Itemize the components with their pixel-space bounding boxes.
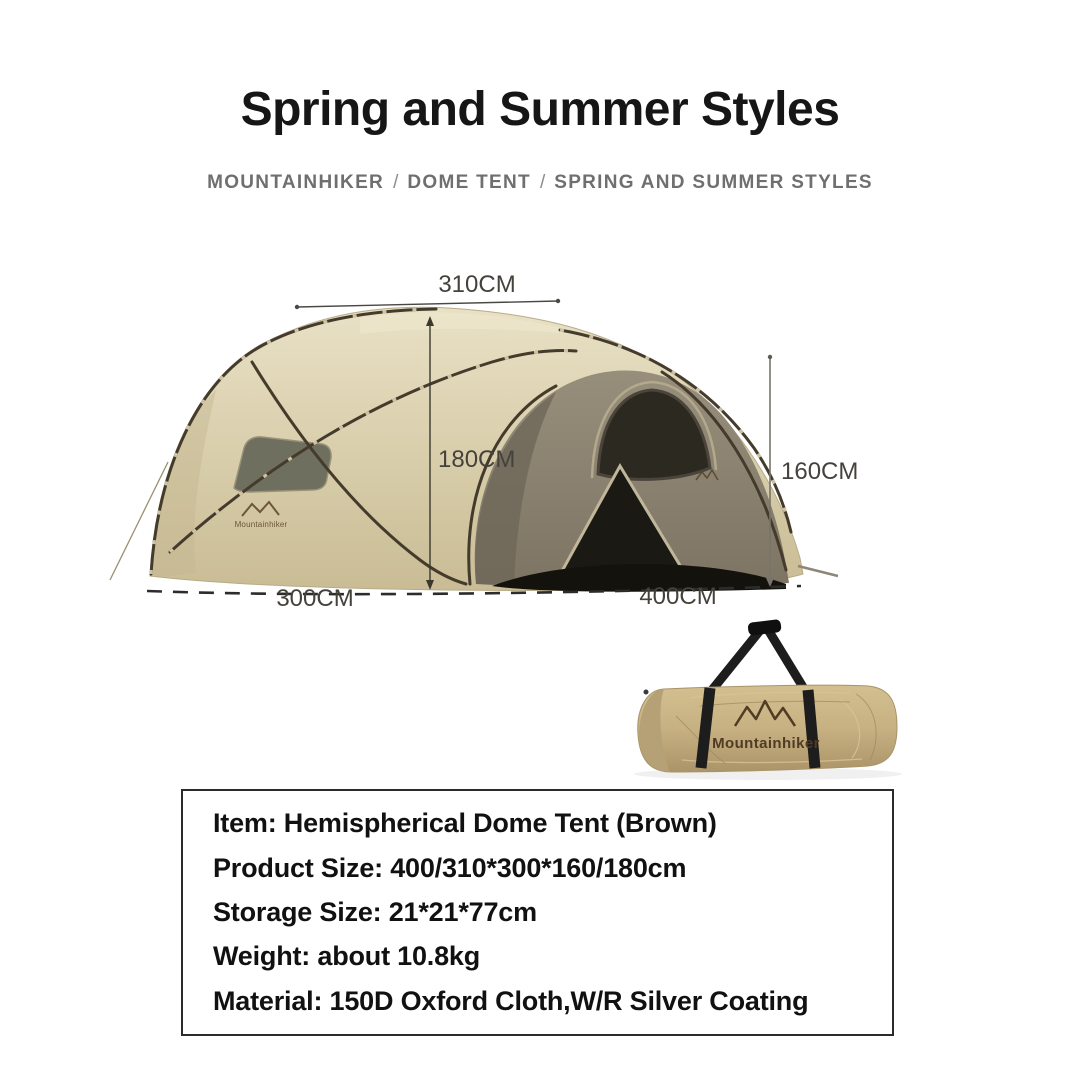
spec-material: Material: 150D Oxford Cloth,W/R Silver Coating <box>213 985 809 1016</box>
bag-handle-grip <box>747 619 781 636</box>
tent-dimension-diagram <box>0 255 1080 800</box>
spec-weight: Weight: about 10.8kg <box>213 941 481 972</box>
tent-brand-text: Mountainhiker <box>234 520 288 529</box>
breadcrumb-separator: / <box>393 172 399 193</box>
dim-label-300: 300CM <box>276 585 354 612</box>
spec-storage-size: Storage Size: 21*21*77cm <box>213 896 537 927</box>
page-title: Spring and Summer Styles <box>240 83 840 136</box>
right-base-guyout <box>798 566 838 576</box>
breadcrumb-separator: / <box>539 172 546 193</box>
spec-item: Item: Hemispherical Dome Tent (Brown) <box>213 808 717 839</box>
product-spec-box <box>181 789 894 1036</box>
dim-label-160: 160CM <box>781 458 859 485</box>
breadcrumb-item-category[interactable]: DOME TENT <box>407 172 531 193</box>
breadcrumb-item-current: SPRING AND SUMMER STYLES <box>554 172 873 193</box>
dim-label-400: 400CM <box>639 583 717 610</box>
dim-label-180: 180CM <box>438 446 516 473</box>
spec-product-size: Product Size: 400/310*300*160/180cm <box>213 852 687 883</box>
bag-zipper-pull <box>644 690 649 695</box>
breadcrumb-item-brand[interactable]: MOUNTAINHIKER <box>207 172 385 193</box>
bag-brand-text: Mountainhiker <box>712 735 820 752</box>
breadcrumb <box>0 172 1080 194</box>
dim-label-310: 310CM <box>438 271 516 298</box>
carry-bag <box>634 619 902 780</box>
dim-top-width <box>295 271 560 309</box>
bag-handle <box>712 628 806 692</box>
